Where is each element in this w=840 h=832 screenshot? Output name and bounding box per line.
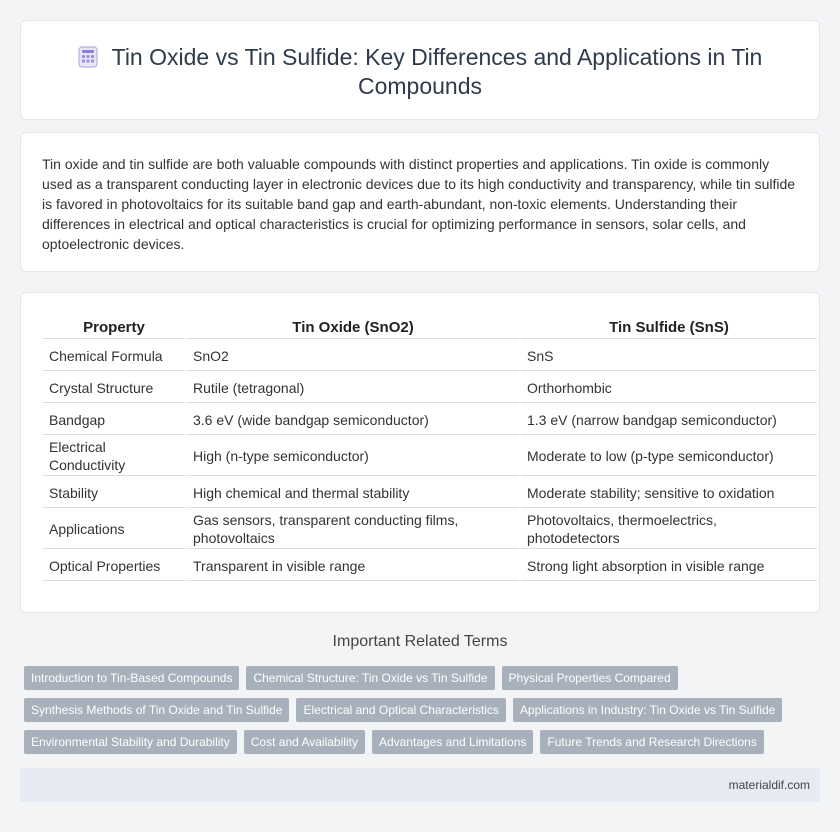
table-row [43, 405, 817, 435]
related-term-tag[interactable]: Applications in Industry: Tin Oxide vs Tin Sulfide [513, 698, 782, 722]
table-cell: Applications [43, 510, 185, 549]
table-cell: 3.6 eV (wide bandgap semiconductor) [187, 405, 519, 435]
column-header: Tin Oxide (SnO2) [187, 313, 519, 339]
table-cell: Moderate to low (p-type semiconductor) [521, 437, 817, 476]
column-header: Tin Sulfide (SnS) [521, 313, 817, 339]
table-cell: Chemical Formula [43, 341, 185, 371]
table-cell: Moderate stability; sensitive to oxidation [521, 478, 817, 508]
header-card [20, 20, 820, 120]
related-term-tag[interactable]: Cost and Availability [244, 730, 365, 754]
column-header: Property [43, 313, 185, 339]
page-title: Tin Oxide vs Tin Sulfide: Key Differences and Applications in Tin Compounds [111, 44, 763, 99]
table-row [43, 478, 817, 508]
intro-text: Tin oxide and tin sulfide are both valuable compounds with distinct properties and applications. Tin oxide is commonly used as a transparent conducting layer in electronic devices due to its high conductivity and transparency, while tin sulfide is favored in photovoltaics for its suitable band gap and earth-abundant, non-toxic elements. Understanding their differences in electrical and optical characteristics is crucial for optimizing performance in sensors, solar cells, and optoelectronic devices. [42, 156, 796, 252]
related-term-tag[interactable]: Physical Properties Compared [502, 666, 678, 690]
related-term-tag[interactable]: Advantages and Limitations [372, 730, 533, 754]
comparison-card [20, 292, 820, 613]
table-cell: Optical Properties [43, 551, 185, 581]
table-row [43, 437, 817, 476]
table-cell: Strong light absorption in visible range [521, 551, 817, 581]
related-terms-title: Important Related Terms [332, 633, 508, 650]
related-term-tag[interactable]: Electrical and Optical Characteristics [296, 698, 505, 722]
table-cell: Rutile (tetragonal) [187, 373, 519, 403]
tag-row [24, 698, 804, 722]
table-cell: Photovoltaics, thermoelectrics, photodetectors [521, 510, 817, 549]
tag-row [24, 730, 804, 754]
table-cell: SnO2 [187, 341, 519, 371]
table-row [43, 551, 817, 581]
table-cell: Bandgap [43, 405, 185, 435]
table-header-row [43, 313, 817, 339]
related-term-tag[interactable]: Chemical Structure: Tin Oxide vs Tin Sulfide [246, 666, 494, 690]
table-cell: Transparent in visible range [187, 551, 519, 581]
table-cell: High (n-type semiconductor) [187, 437, 519, 476]
table-cell: 1.3 eV (narrow bandgap semiconductor) [521, 405, 817, 435]
table-cell: High chemical and thermal stability [187, 478, 519, 508]
table-row [43, 373, 817, 403]
table-cell: Crystal Structure [43, 373, 185, 403]
intro-card [20, 132, 820, 272]
page-title-wrap [21, 43, 819, 101]
footer-bar [20, 768, 820, 802]
related-term-tag[interactable]: Introduction to Tin-Based Compounds [24, 666, 239, 690]
site-name[interactable]: materialdif.com [728, 778, 810, 792]
table-cell: SnS [521, 341, 817, 371]
comparison-table [41, 311, 819, 583]
table-cell: Electrical Conductivity [43, 437, 185, 476]
table-cell: Stability [43, 478, 185, 508]
related-term-tag[interactable]: Synthesis Methods of Tin Oxide and Tin Sulfide [24, 698, 289, 722]
table-cell: Gas sensors, transparent conducting films, photovoltaics [187, 510, 519, 549]
related-term-tag[interactable]: Environmental Stability and Durability [24, 730, 237, 754]
related-term-tag[interactable]: Future Trends and Research Directions [540, 730, 763, 754]
calculator-grid-icon [78, 46, 98, 68]
related-terms-list [24, 666, 804, 762]
table-cell: Orthorhombic [521, 373, 817, 403]
table-row [43, 510, 817, 549]
tag-row [24, 666, 804, 690]
table-row [43, 341, 817, 371]
